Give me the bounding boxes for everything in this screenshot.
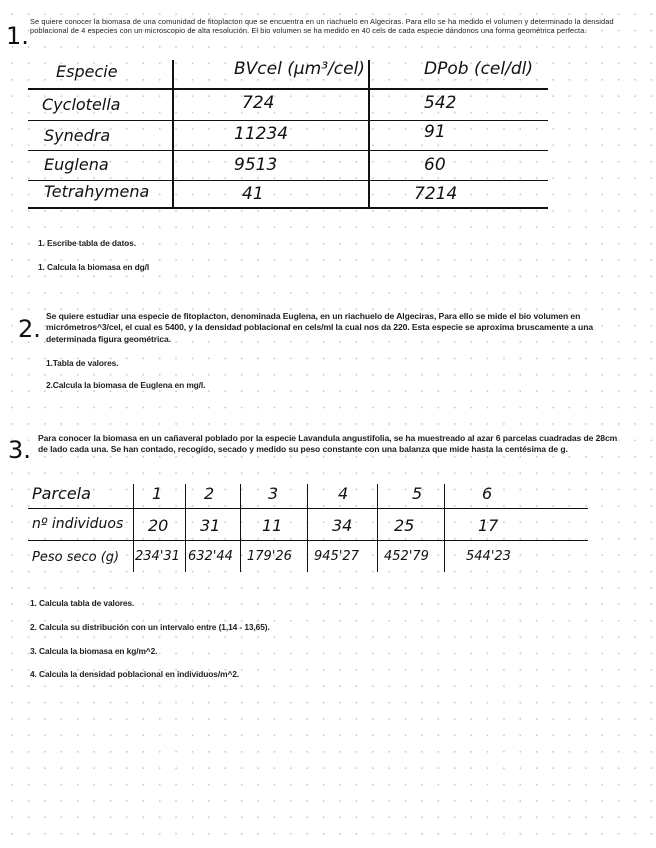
table3-rule-row1 (28, 508, 588, 509)
exercise-1-statement: Se quiere conocer la biomasa de una comunidad de fitoplacton que se encuentra en un riachuelo en Algeciras. Para ello se ha medido el volumen y determinado la densidad poblacional de 4 especies con un microscopio de alta resolución. El bio volumen se ha medido en 40 cels de cada especie dándonos una forma geométrica perfecta. (30, 17, 614, 36)
exercise-1-task-1: 1. Escribe tabla de datos. (38, 238, 136, 248)
table1-row4-species: Tetrahymena (44, 182, 150, 201)
exercise-3-statement: Para conocer la biomasa en un cañaveral poblado por la especie Lavandula angustifolia, se ha muestreado al azar 6 parcelas cuadradas de 28cm de lado cada una. Se han contado, recogido, secado y medido su peso constante con una balanza que mide hasta la centésima de g. (38, 433, 618, 455)
table3-label-individuos: nº individuos (32, 516, 124, 532)
table1-rule-row1 (28, 120, 548, 121)
exercise-1-task-2: 1. Calcula la biomasa en dg/l (38, 262, 150, 272)
table3-col-divider-6 (444, 484, 445, 572)
table3-peso-3: 179'26 (247, 549, 292, 564)
table1-header-rule (28, 88, 548, 90)
table3-individuos-2: 31 (200, 516, 221, 535)
table1-row4-bvcel: 41 (242, 184, 264, 204)
table3-peso-5: 452'79 (384, 549, 429, 564)
table1-row2-dpob: 91 (424, 122, 446, 142)
table3-parcela-2: 2 (204, 484, 215, 503)
table1-row1-dpob: 542 (424, 93, 457, 113)
table3-label-parcela: Parcela (32, 484, 91, 503)
table3-individuos-4: 34 (332, 516, 353, 535)
table1-header-especie: Especie (56, 62, 118, 81)
table1-row4-dpob: 7214 (414, 184, 458, 204)
table3-col-divider-3 (240, 484, 241, 572)
table1-row2-species: Synedra (44, 126, 111, 145)
table3-individuos-6: 17 (478, 516, 499, 535)
table1-row1-bvcel: 724 (242, 93, 275, 113)
table3-col-divider-1 (133, 484, 134, 572)
table3-col-divider-4 (307, 484, 308, 572)
table3-peso-4: 945'27 (314, 549, 359, 564)
table3-col-divider-5 (377, 484, 378, 572)
table3-peso-2: 632'44 (188, 549, 233, 564)
table1-row3-species: Euglena (44, 155, 109, 174)
exercise-2-task-2: 2.Calcula la biomasa de Euglena en mg/l. (46, 380, 206, 390)
table1-row2-bvcel: 11234 (234, 124, 289, 144)
table3-peso-6: 544'23 (466, 549, 511, 564)
exercise-1-number: 1. (6, 22, 29, 50)
exercise-2-task-1: 1.Tabla de valores. (46, 358, 119, 368)
exercise-3-task-1: 1. Calcula tabla de valores. (30, 598, 135, 608)
exercise-2-number: 2. (18, 315, 41, 343)
table3-individuos-1: 20 (148, 516, 169, 535)
table1-row3-dpob: 60 (424, 155, 446, 175)
table3-rule-row2 (28, 540, 588, 541)
table3-individuos-3: 11 (262, 516, 283, 535)
table1-col-divider-2 (368, 60, 370, 208)
table1-rule-row3 (28, 180, 548, 181)
table1-rule-row2 (28, 150, 548, 151)
table3-label-peso: Peso seco (g) (32, 550, 120, 565)
table3-parcela-3: 3 (268, 484, 279, 503)
exercise-3-number: 3. (8, 436, 31, 464)
table1-row1-species: Cyclotella (42, 95, 121, 114)
table1-row3-bvcel: 9513 (234, 155, 278, 175)
table3-col-divider-2 (185, 484, 186, 572)
table1-bottom-rule (28, 207, 548, 209)
table3-parcela-4: 4 (338, 484, 349, 503)
table3-parcela-1: 1 (152, 484, 163, 503)
exercise-3-task-4: 4. Calcula la densidad poblacional en individuos/m^2. (30, 669, 240, 679)
table1-header-bvcel: BVcel (µm³/cel) (234, 59, 365, 79)
table3-parcela-5: 5 (412, 484, 423, 503)
exercise-3-task-2: 2. Calcula su distribución con un intervalo entre (1,14 - 13,65). (30, 622, 270, 632)
table1-header-dpob: DPob (cel/dl) (424, 59, 533, 79)
table3-individuos-5: 25 (394, 516, 415, 535)
exercise-3-task-3: 3. Calcula la biomasa en kg/m^2. (30, 646, 158, 656)
table3-peso-1: 234'31 (135, 549, 180, 564)
table1-col-divider-1 (172, 60, 174, 208)
exercise-2-statement: Se quiere estudiar una especie de fitoplacton, denominada Euglena, en un riachuelo de Algeciras, Para ello se mide el bio volumen en micrómetros^3/cel, el cual es 5400, y la densidad poblacional en cels/ml la cual nos da 220. Esta especie se aproxima bruscamente a una determinada figura geométrica. (46, 311, 594, 344)
table3-parcela-6: 6 (482, 484, 493, 503)
